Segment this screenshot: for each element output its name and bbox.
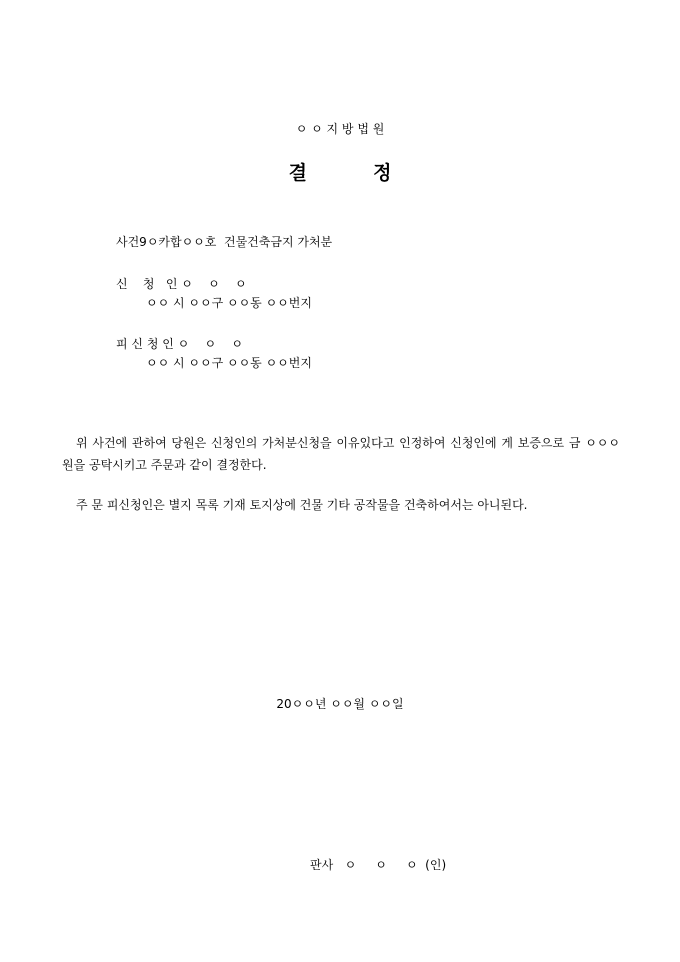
- respondent-label: 피 신 청 인 ㅇ ㅇ ㅇ: [116, 337, 243, 351]
- case-line: 사건9ㅇ카합ㅇㅇ호 건물건축금지 가처분: [116, 235, 333, 249]
- judge-signature-line: 판사 ㅇ ㅇ ㅇ (인): [310, 858, 447, 872]
- respondent-address: ㅇㅇ 시 ㅇㅇ구 ㅇㅇ동 ㅇㅇ번지: [146, 356, 312, 370]
- court-name: ㅇ ㅇ 지 방 법 원: [295, 122, 385, 136]
- order-paragraph: [62, 494, 620, 516]
- body-paragraph: [62, 432, 620, 476]
- document-title: 결 정: [288, 162, 392, 184]
- applicant-address: ㅇㅇ 시 ㅇㅇ구 ㅇㅇ동 ㅇㅇ번지: [146, 296, 312, 310]
- order-paragraph-text: 주 문 피신청인은 별지 목록 기재 토지상에 건물 기타 공작물을 건축하여서는 아니된다.: [76, 498, 528, 512]
- applicant-label: 신 청 인 ㅇ ㅇ ㅇ: [116, 277, 247, 291]
- body-paragraph-text: 위 사건에 관하여 당원은 신청인의 가처분신청을 이유있다고 인정하여 신청인에 게 보증으로 금 ㅇㅇㅇ원을 공탁시키고 주문과 같이 결정한다.: [62, 436, 620, 472]
- decision-date: 20ㅇㅇ년 ㅇㅇ월 ㅇㅇ일: [276, 697, 404, 711]
